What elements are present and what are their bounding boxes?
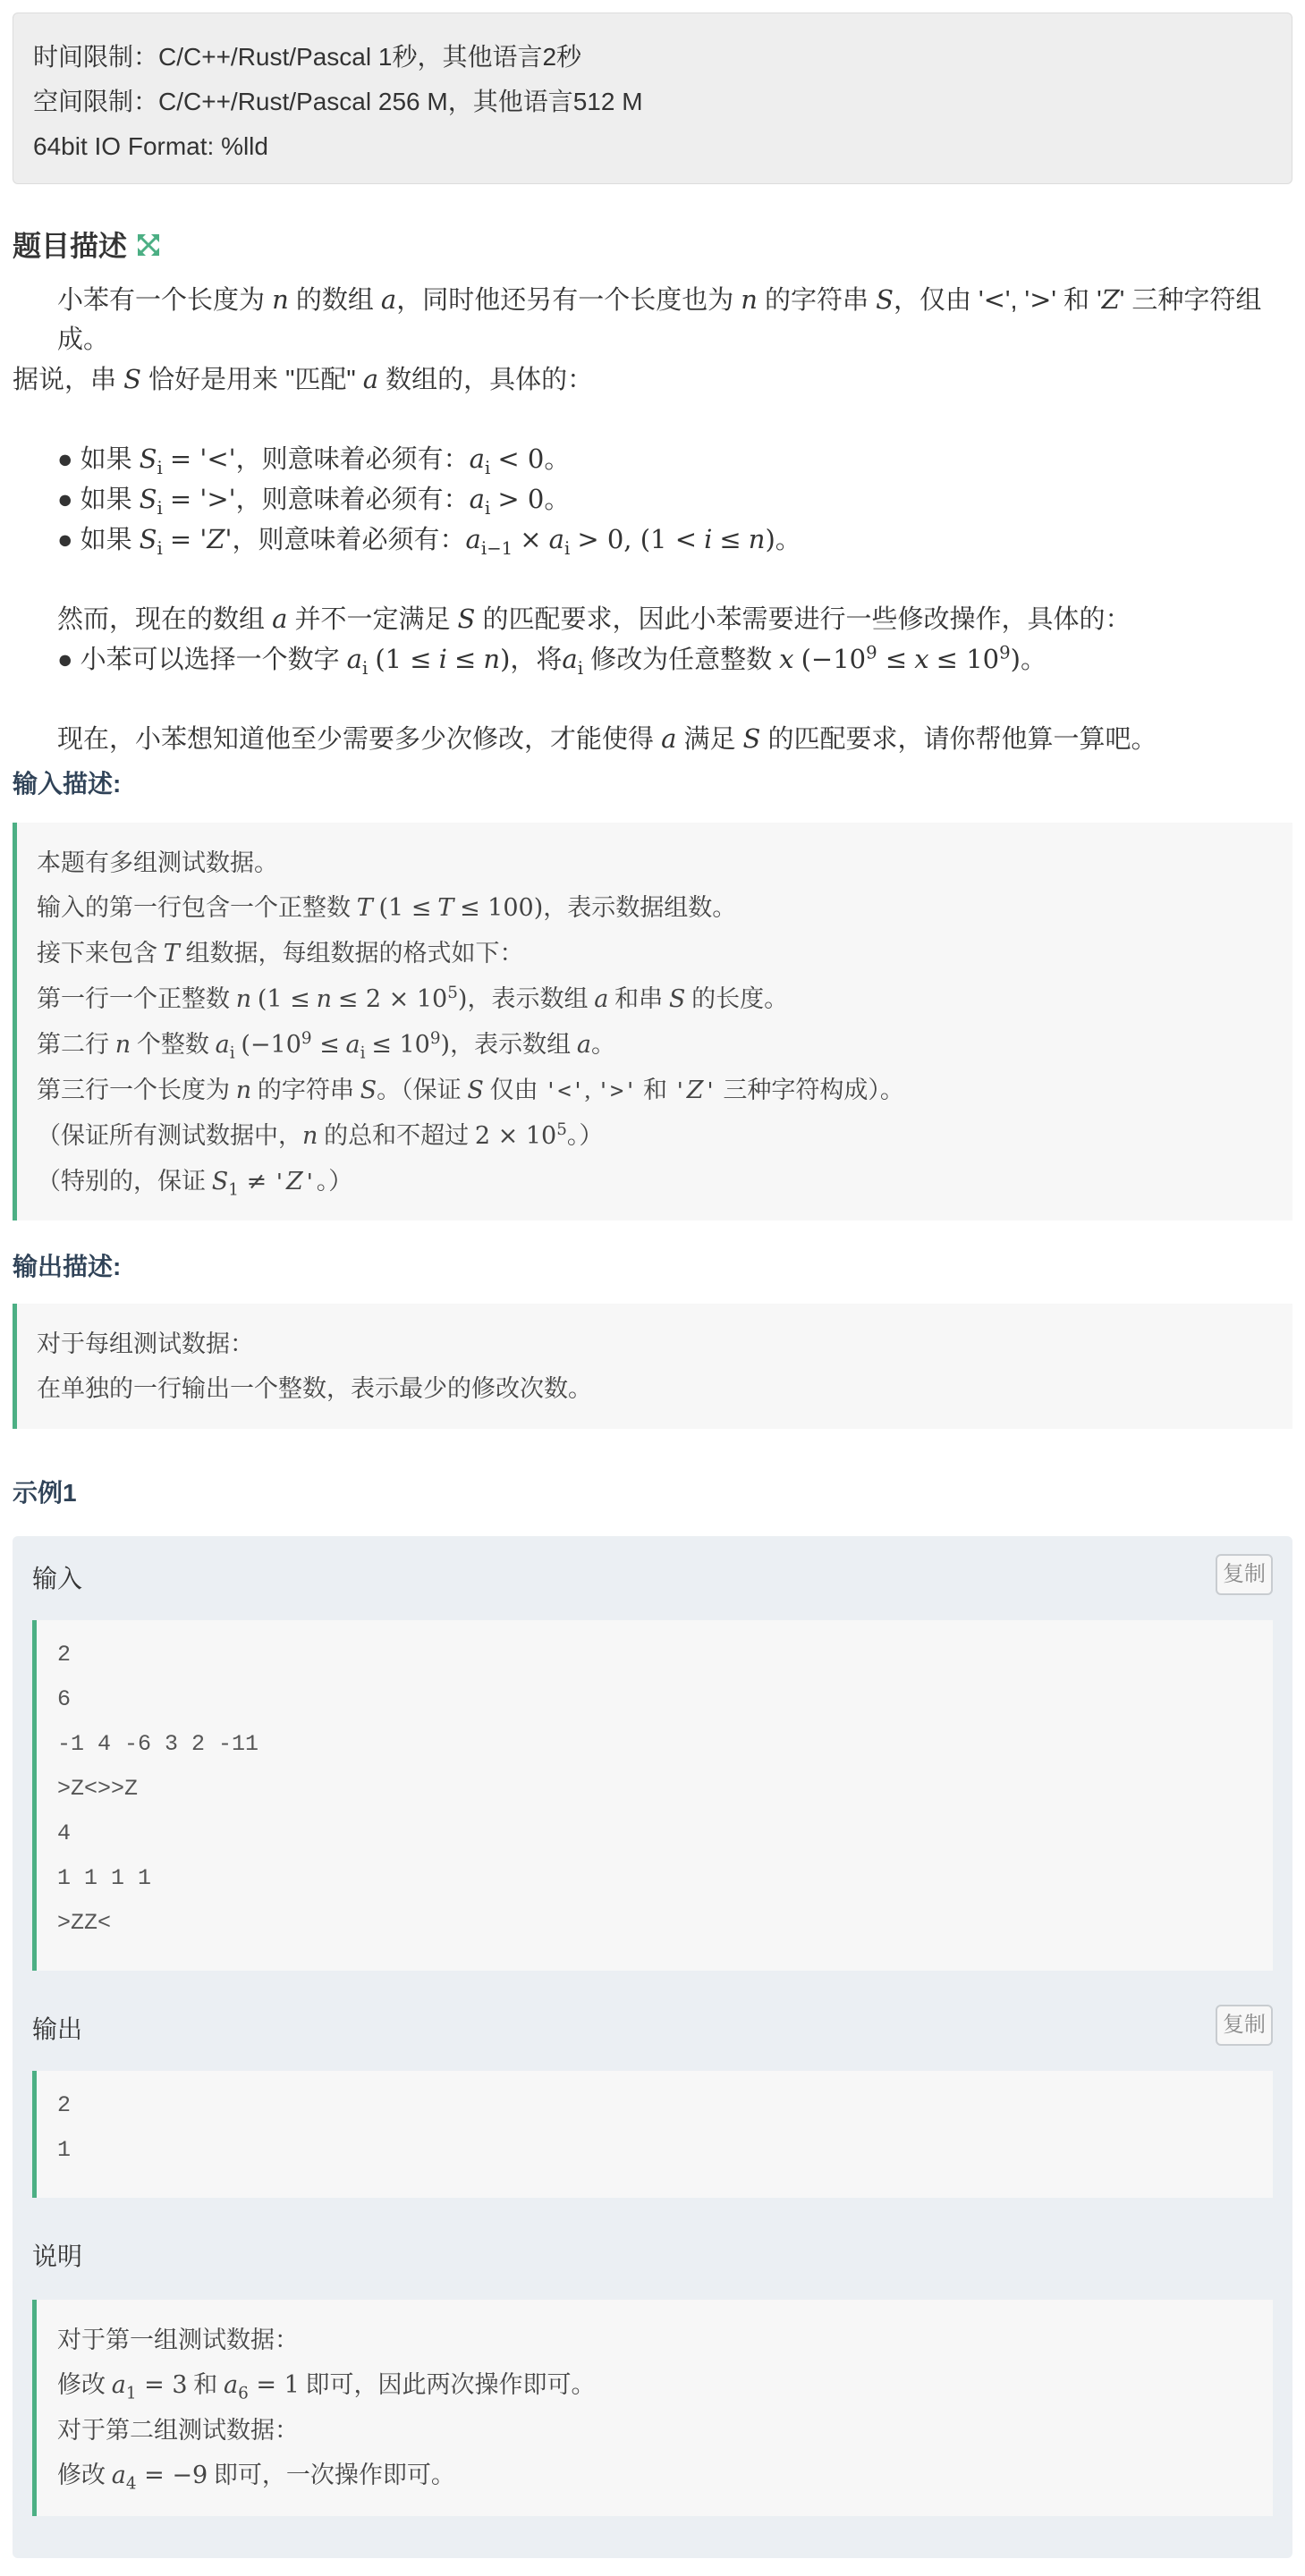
output-line: 2 bbox=[57, 2092, 72, 2118]
input-line: >ZZ< bbox=[57, 1910, 112, 1936]
input-desc-heading: 输入描述: bbox=[13, 770, 122, 798]
limits-panel bbox=[13, 13, 1292, 184]
example-panel bbox=[13, 1536, 1292, 2558]
problem-description bbox=[13, 280, 1296, 759]
copy-input-button[interactable]: 复制 bbox=[1216, 1554, 1273, 1595]
problem-heading bbox=[13, 224, 161, 265]
desc-para-3: 然而，现在的数组 a 并不一定满足 S 的匹配要求，因此小苯需要进行一些修改操作，具体的： bbox=[57, 604, 1131, 634]
desc-para-4: ● 小苯可以选择一个数字 $a_i$ (1 ≤ i ≤ n)，将$a_i$ 修改为任意整数 x $(-10^9 \le x \le 10^9)$。 bbox=[57, 642, 1047, 679]
time-limit: 时间限制：C/C++/Rust/Pascal 1秒，其他语言2秒 bbox=[33, 43, 582, 71]
input-label: 输入 bbox=[32, 1565, 83, 1592]
rule-2: ● 如果 $S_i$ = '>'，则意味着必须有：$a_i > 0$。 bbox=[57, 484, 571, 519]
input-line: -1 4 -6 3 2 -11 bbox=[57, 1731, 259, 1757]
input-line: 4 bbox=[57, 1820, 72, 1846]
desc-para-2: 据说，串 S 恰好是用来 "匹配" a 数组的，具体的： bbox=[13, 364, 594, 394]
output-line: 1 bbox=[57, 2137, 72, 2163]
copy-output-button[interactable]: 复制 bbox=[1216, 2005, 1273, 2046]
input-line: >Z<>>Z bbox=[57, 1776, 139, 1802]
rule-1: ● 如果 $S_i$ = '<'，则意味着必须有：$a_i < 0$。 bbox=[57, 443, 571, 478]
sample-output[interactable] bbox=[32, 2071, 1273, 2198]
input-line: 2 bbox=[57, 1642, 72, 1668]
output-desc-heading: 输出描述: bbox=[13, 1253, 122, 1280]
output-label: 输出 bbox=[32, 2015, 83, 2043]
output-desc-block: 对于每组测试数据： 在单独的一行输出一个整数，表示最少的修改次数。 bbox=[13, 1304, 1292, 1429]
example-heading: 示例1 bbox=[13, 1479, 77, 1507]
explain-label: 说明 bbox=[32, 2242, 83, 2270]
desc-para-1: 小苯有一个长度为 n 的数组 a，同时他还另有一个长度也为 n 的字符串 S，仅由 '<', '>' 和 'Z' 三种字符组成。 bbox=[57, 284, 1262, 354]
input-desc-block: 本题有多组测试数据。 输入的第一行包含一个正整数 T (1 ≤ T ≤ 100)，表示数据组数。 接下来包含 T 组数据，每组数据的格式如下： 第一行一个正整数 n $(1 \le n \le 2 \times 10^5)$，表示数组 a 和串 S 的长度。 第二行 n 个整数 $a_i$ $(-10^9 \le a_i \le 10^9)$，表示数组 a。 第三行一个长度为 n 的字符串 S。（保证 S 仅由 '<', '>' 和 'Z' 三种字符构成）。 （保证所有测试数据中，n 的总和不超过 $2 \times 10^5$。） （特别的，保证 $S_1$ ≠ 'Z'。） bbox=[13, 823, 1292, 1220]
input-line: 1 1 1 1 bbox=[57, 1865, 152, 1891]
io-format: 64bit IO Format: %lld bbox=[33, 132, 268, 160]
sample-input[interactable] bbox=[32, 1620, 1273, 1971]
rule-3: ● 如果 $S_i$ = 'Z'，则意味着必须有：$a_{i-1} \times a_i > 0$, (1 < i ≤ n)。 bbox=[57, 524, 801, 559]
problem-heading-text: 题目描述 bbox=[13, 230, 128, 262]
input-line: 6 bbox=[57, 1686, 72, 1712]
desc-para-5: 现在，小苯想知道他至少需要多少次修改，才能使得 a 满足 S 的匹配要求，请你帮他算一算吧。 bbox=[57, 723, 1157, 754]
expand-arrows-icon[interactable] bbox=[136, 232, 161, 257]
sample-explanation: 对于第一组测试数据： 修改 $a_1 = 3$ 和 $a_6 = 1$ 即可，因此两次操作即可。 对于第二组测试数据： 修改 $a_4 = -9$ 即可，一次操作即可。 bbox=[32, 2300, 1273, 2516]
space-limit: 空间限制：C/C++/Rust/Pascal 256 M，其他语言512 M bbox=[33, 88, 643, 115]
